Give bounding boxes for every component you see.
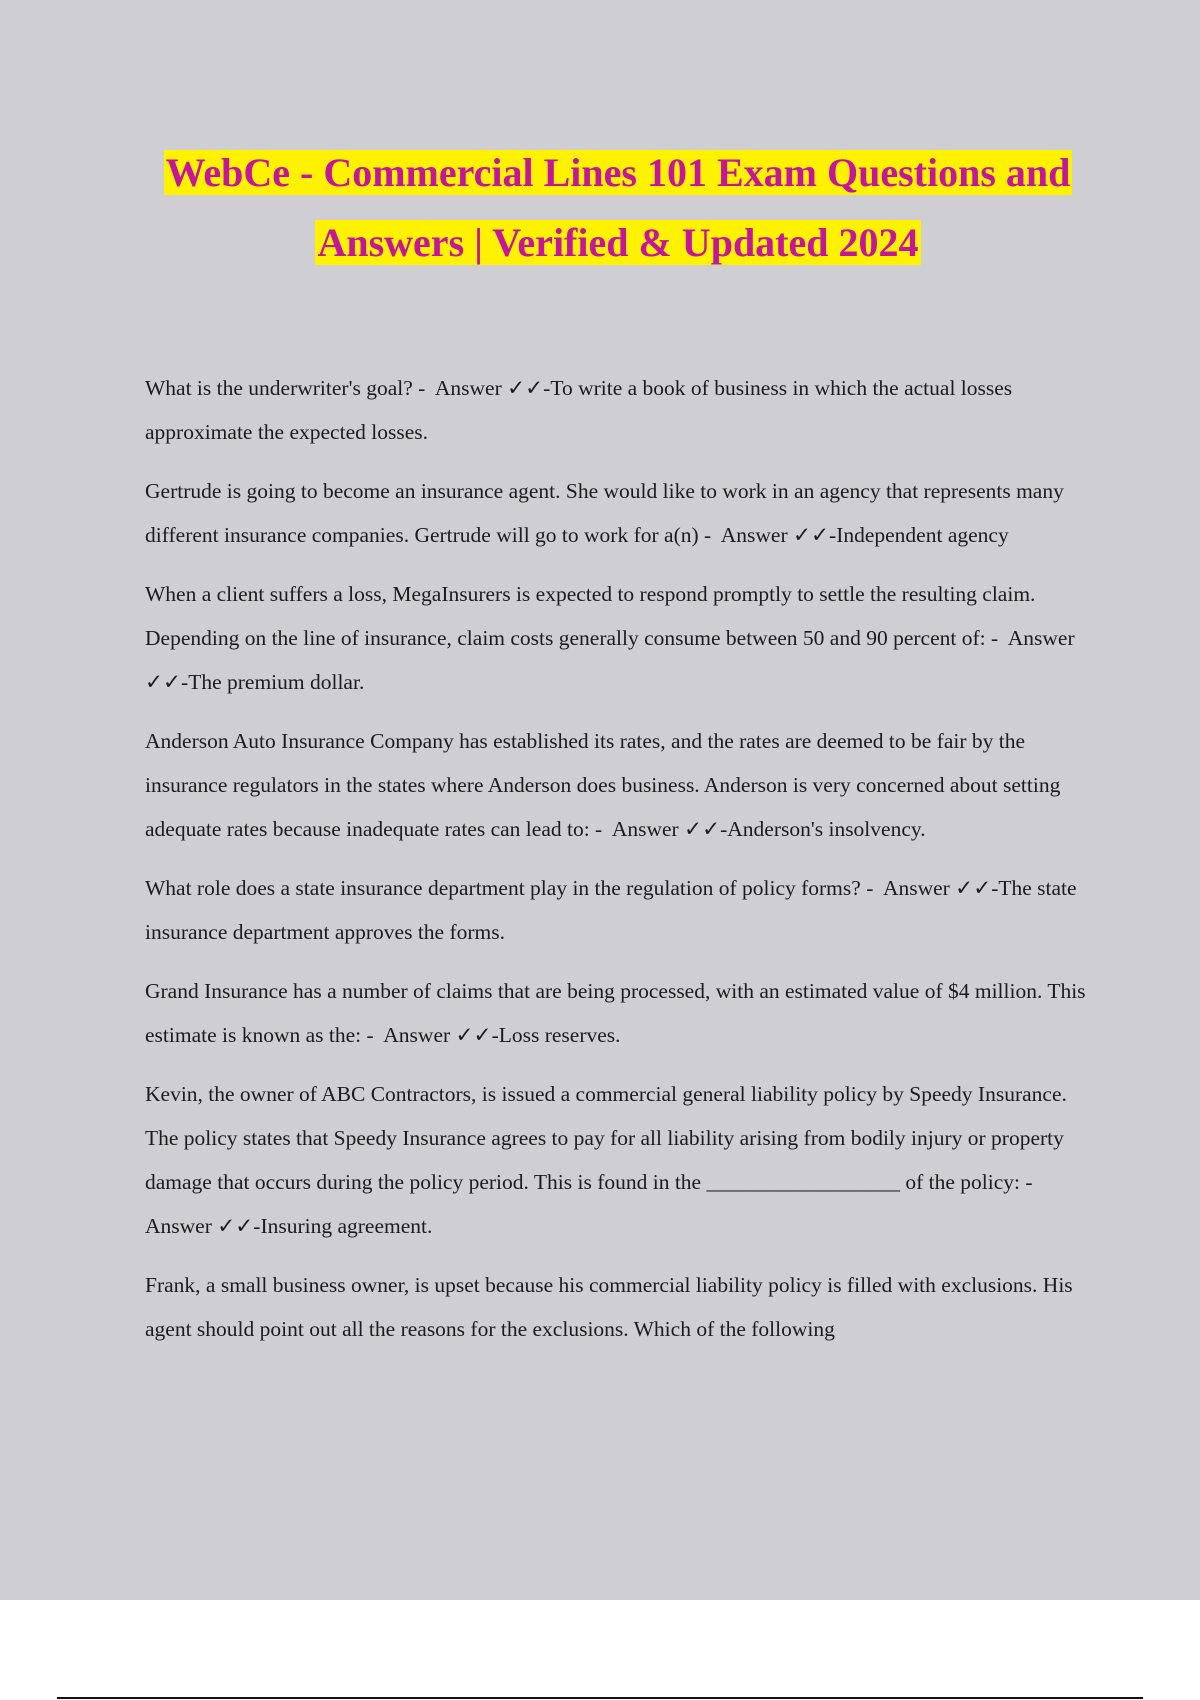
answer-label: Answer ✓✓ — [145, 1214, 254, 1238]
question-text: Frank, a small business owner, is upset because his commercial liability policy is filled with exclusions. His agent should point out all the reasons for the exclusions. Which of the following — [145, 1273, 1073, 1341]
document-title — [0, 138, 1200, 278]
answer-text: -Anderson's insolvency. — [720, 817, 926, 841]
qa-item-1 — [145, 366, 1095, 454]
answer-label: Answer ✓✓ — [720, 523, 830, 547]
answer-text: -Loss reserves. — [491, 1023, 621, 1047]
question-text: What role does a state insurance department play in the regulation of policy forms? - — [145, 876, 874, 900]
qa-item-3 — [145, 572, 1095, 704]
qa-item-2 — [145, 469, 1095, 557]
title-line-2: Answers | Verified & Updated 2024 — [317, 220, 919, 265]
qa-item-6 — [145, 969, 1095, 1057]
answer-text: -To write a book of business in which the actual losses approximate the expected losses. — [145, 376, 1013, 444]
answer-text: -The premium dollar. — [181, 670, 365, 694]
question-text: Grand Insurance has a number of claims that are being processed, with an estimated value of $4 million. This estimate is known as the: - — [145, 979, 1086, 1047]
answer-label: Answer ✓✓ — [611, 817, 721, 841]
qa-list — [145, 366, 1095, 1366]
qa-item-8 — [145, 1263, 1095, 1351]
footer-divider — [57, 1697, 1143, 1699]
answer-text: -Insuring agreement. — [253, 1214, 433, 1238]
question-text: Kevin, the owner of ABC Contractors, is issued a commercial general liability policy by Speedy Insurance. The policy states that Speedy Insurance agrees to pay for all liability arising from bodily injury or property damage that occurs during the policy period. This is found in the __________________ of the policy: - — [145, 1082, 1067, 1194]
answer-text: -The state insurance department approves the forms. — [145, 876, 1077, 944]
title-line-1: WebCe - Commercial Lines 101 Exam Questions and — [165, 150, 1071, 195]
question-text: Anderson Auto Insurance Company has established its rates, and the rates are deemed to be fair by the insurance regulators in the states where Anderson does business. Anderson is very concerned about setting adequate rates because inadequate rates can lead to: - — [145, 729, 1061, 841]
answer-label: Answer ✓✓ — [434, 376, 544, 400]
answer-label: Answer ✓✓ — [383, 1023, 492, 1047]
qa-item-7 — [145, 1072, 1095, 1248]
qa-item-4 — [145, 719, 1095, 851]
page-bottom-margin — [0, 1600, 1200, 1700]
answer-label: Answer ✓✓ — [882, 876, 992, 900]
qa-item-5 — [145, 866, 1095, 954]
answer-text: -Independent agency — [829, 523, 1009, 547]
question-text: What is the underwriter's goal? - — [145, 376, 426, 400]
question-text: When a client suffers a loss, MegaInsurers is expected to respond promptly to settle the resulting claim. Depending on the line of insurance, claim costs generally consume between 50 and 90 percent of: - — [145, 582, 1036, 650]
question-text: Gertrude is going to become an insurance agent. She would like to work in an agency that represents many different insurance companies. Gertrude will go to work for a(n) - — [145, 479, 1064, 547]
answer-label: Answer ✓✓ — [145, 626, 1075, 694]
